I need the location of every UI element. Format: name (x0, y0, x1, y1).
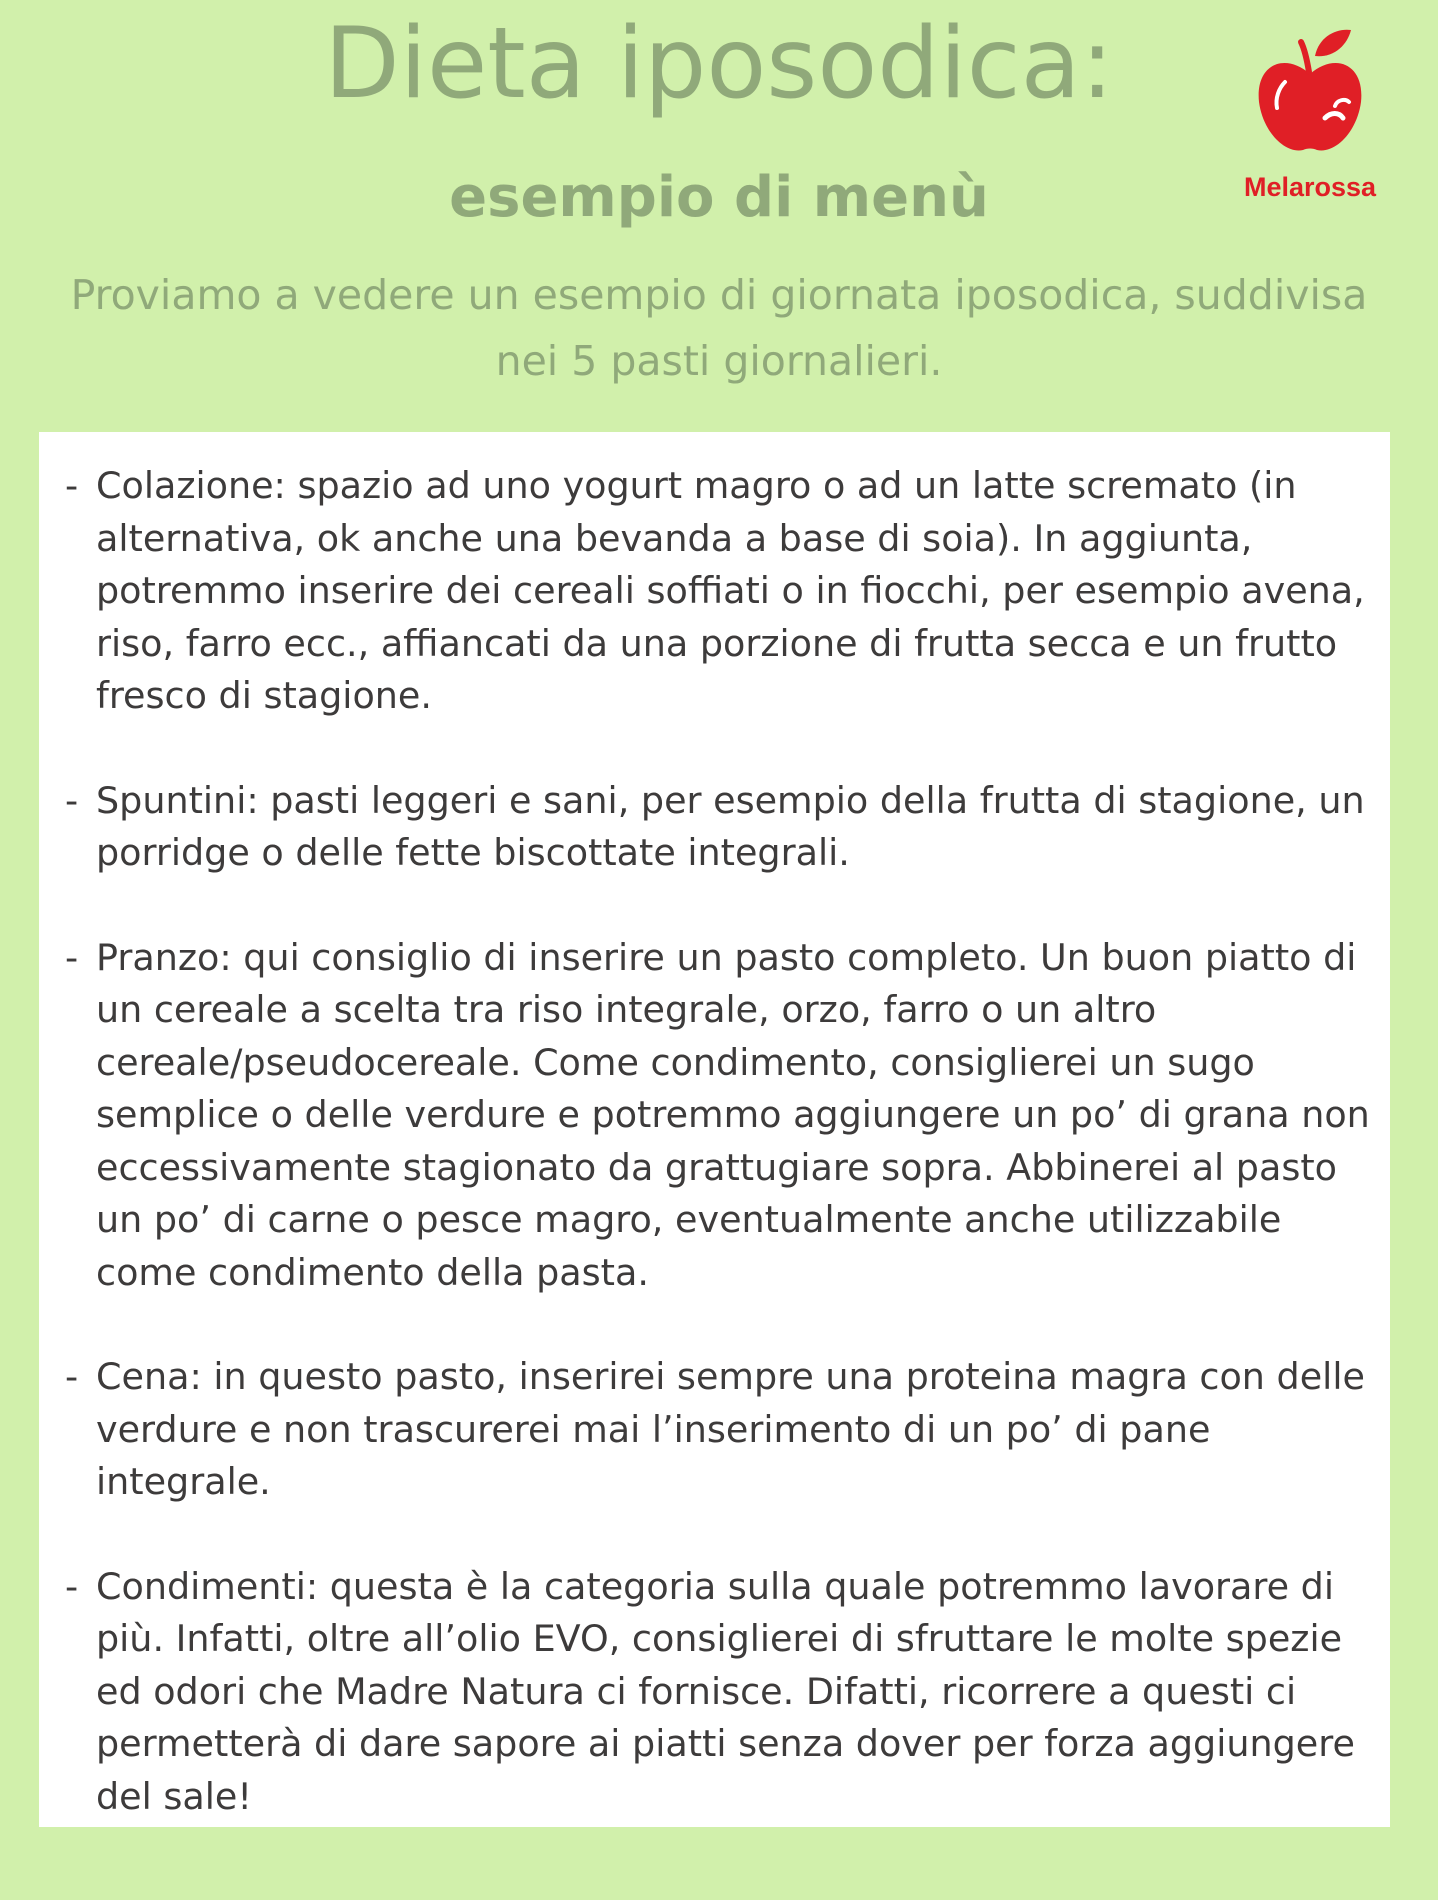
bullet-dash: - (65, 1564, 79, 1608)
intro-text: Proviamo a vedere un esempio di giornata iposodica, suddivisa nei 5 pasti giornalieri. (70, 271, 1368, 385)
list-item-spuntini (39, 775, 1370, 880)
list-item-condimenti (39, 1561, 1370, 1824)
melarossa-logo (1220, 22, 1400, 212)
bullet-dash: - (65, 1355, 79, 1398)
list-item-cena (39, 1351, 1370, 1509)
bullet-dash: - (65, 464, 79, 507)
logo-wordmark: Melarossa (1243, 172, 1377, 202)
menu-list (39, 432, 1390, 1823)
list-item-text: Colazione: spazio ad uno yogurt magro o ad un latte scremato (in alternativa, ok anche una bevanda a base di soia). In aggiunta, potremmo inserire dei cereali soffiati o in fiocchi, per esempio avena, riso, farro ecc., affiancati da una porzione di frutta secca e un frutto fresco di stagione. (96, 464, 1365, 717)
list-item-text: Cena: in questo pasto, inserirei sempre una proteina magra con delle verdure e non trascurerei mai l’inserimento di un po’ di pane integrale. (96, 1355, 1365, 1503)
list-item-text: Pranzo: qui consiglio di inserire un pasto completo. Un buon piatto di un cereale a scelta tra riso integrale, orzo, farro o un altro cereale/pseudocereale. Come condimento, consiglierei un sugo semplice o delle verdure e potremmo aggiungere un po’ di grana non eccessivamente stagionato da grattugiare sopra. Abbinerei al pasto un po’ di carne o pesce magro, eventualmente anche utilizzabile come condimento della pasta. (96, 935, 1370, 1294)
list-item-text: Spuntini: pasti leggeri e sani, per esempio della frutta di stagione, un porridge o delle fette biscottate integrali. (96, 778, 1365, 874)
page-subtitle: esempio di menù (449, 165, 989, 230)
list-item-pranzo (39, 932, 1370, 1300)
red-apple-icon (1255, 22, 1365, 162)
list-item-colazione (39, 460, 1370, 723)
menu-card (39, 432, 1390, 1827)
bullet-dash: - (65, 935, 79, 979)
bullet-dash: - (65, 778, 79, 822)
list-item-text: Condimenti: questa è la categoria sulla quale potremmo lavorare di più. Infatti, oltre all’olio EVO, consiglierei di sfruttare le molte spezie ed odori che Madre Natura ci fornisce. Difatti, ricorrere a questi ci permetterà di dare sapore ai piatti senza dover per forza aggiungere del sale! (96, 1564, 1355, 1818)
page-title: Dieta iposodica: (324, 7, 1114, 121)
